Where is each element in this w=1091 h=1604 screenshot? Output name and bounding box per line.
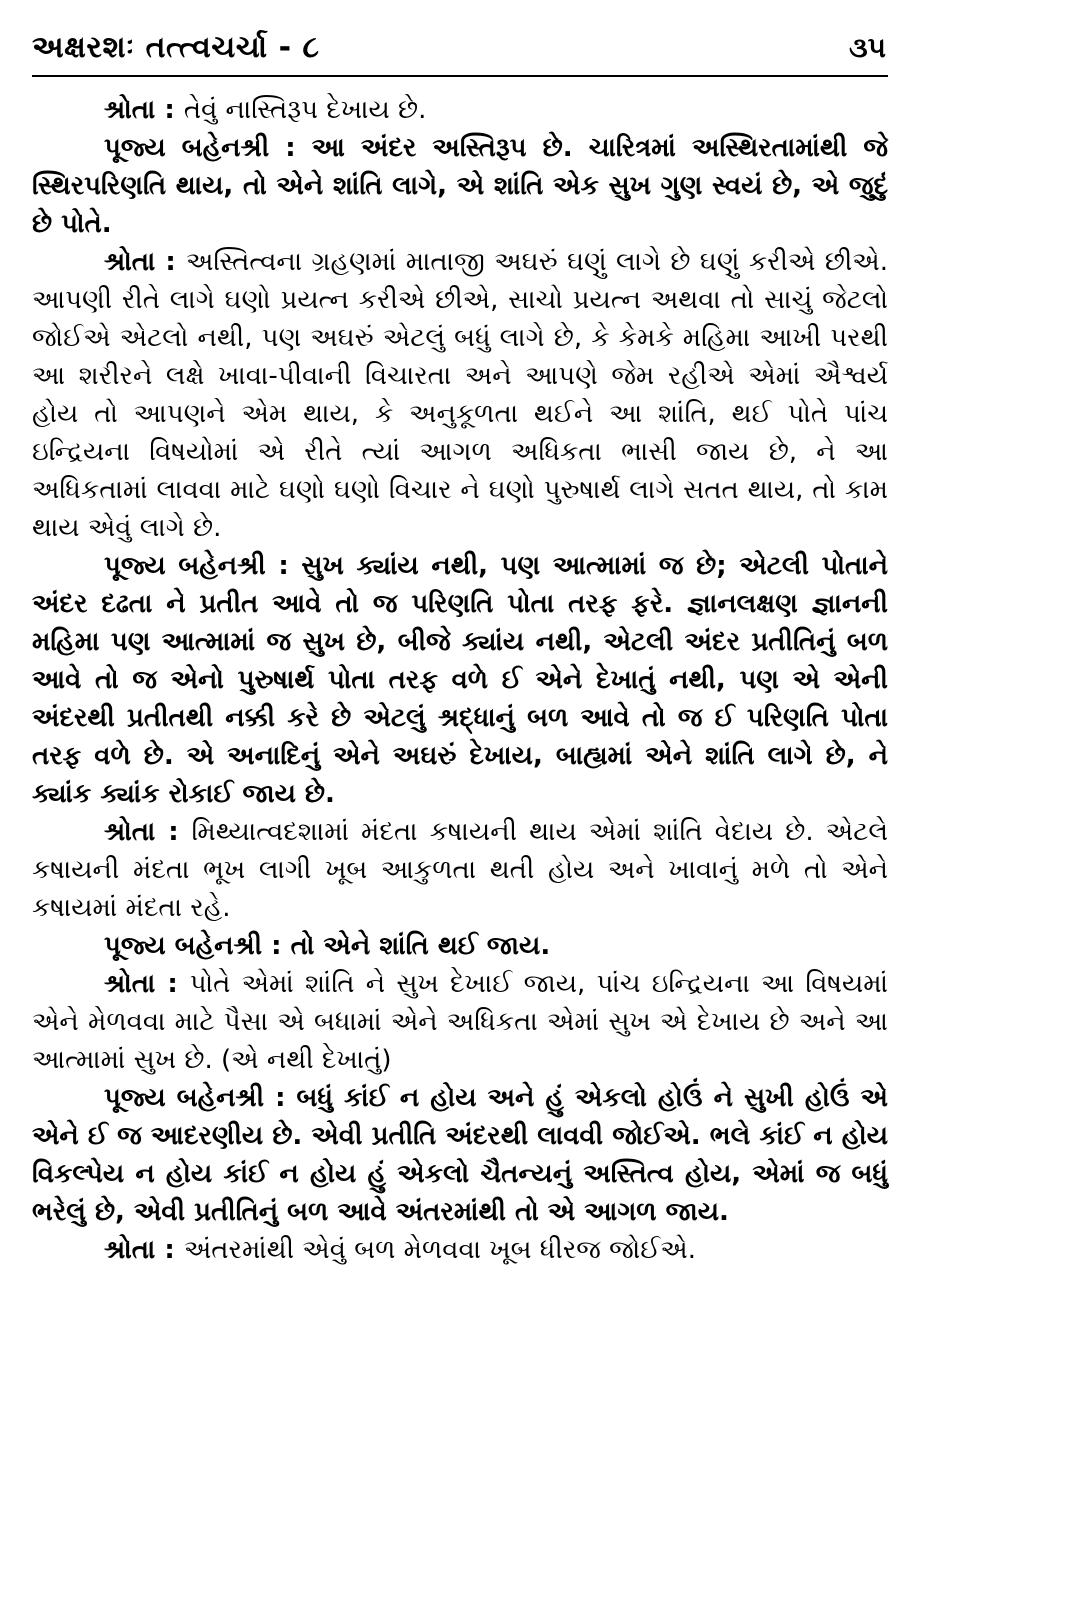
speaker-separator: : — [155, 1235, 184, 1265]
dialogue-paragraph-6 — [32, 927, 888, 965]
speaker-separator: : — [265, 551, 302, 581]
dialogue-paragraph-2 — [32, 129, 888, 243]
dialogue-text: બધું કાંઈ ન હોય અને હું એકલો હોઉં ને સુખી હોઉં એ એને ઈ જ આદરણીય છે. એવી પ્રતીતિ અંદરથી લાવવી જોઈએ. ભલે કાંઈ ન હોય વિકલ્પેય ન હોય કાંઈ ન હોય હું એકલો ચૈતન્યનું અસ્તિત્વ હોય, એમાં જ બધું ભરેલું છે, એવી પ્રતીતિનું બળ આવે અંતરમાંથી તો એ આગળ જાય. — [32, 1083, 888, 1227]
dialogue-paragraph-5 — [32, 813, 888, 927]
speaker-separator: : — [155, 95, 184, 125]
speaker-separator: : — [269, 133, 312, 163]
dialogue-paragraph-1 — [32, 91, 888, 129]
speaker-label: શ્રોતા — [104, 247, 156, 277]
dialogue-text: સુખ ક્યાંય નથી, પણ આત્મામાં જ છે; એટલી પોતાને અંદર દઢતા ને પ્રતીત આવે તો જ પરિણતિ પોતા તરફ ફરે. જ્ઞાનલક્ષણ જ્ઞાનની મહિમા પણ આત્મામાં જ સુખ છે, બીજે ક્યાંય નથી, એટલી અંદર પ્રતીતિનું બળ આવે તો જ એનો પુરુષાર્થ પોતા તરફ વળે ઈ એને દેખાતું નથી, પણ એ એની અંદરથી પ્રતીતથી નક્કી કરે છે એટલું શ્રદ્ધાનું બળ આવે તો જ ઈ પરિણતિ પોતા તરફ વળે છે. એ અનાદિનું એને અઘરું દેખાય, બાહ્યમાં એને શાંતિ લાગે છે, ને ક્યાંક ક્યાંક રોકાઈ જાય છે. — [32, 551, 888, 809]
speaker-label: શ્રોતા — [104, 817, 156, 847]
speaker-label: શ્રોતા — [104, 1235, 156, 1265]
dialogue-text: મિથ્યાત્વદશામાં મંદતા કષાયની થાય એમાં શાંતિ વેદાય છે. એટલે કષાયની મંદતા ભૂખ લાગી ખૂબ આકુળતા થતી હોય અને ખાવાનું મળે તો એને કષાયમાં મંદતા રહે. — [32, 817, 888, 923]
dialogue-text: તેવું નાસ્તિરૂપ દેખાય છે. — [183, 95, 427, 125]
speaker-label: પૂજ્ય બહેનશ્રી — [104, 931, 263, 961]
speaker-separator: : — [155, 817, 192, 847]
dialogue-text: અસ્તિત્વના ગ્રહણમાં માતાજી અઘરું ઘણું લાગે છે ઘણું કરીએ છીએ. આપણી રીતે લાગે ઘણો પ્રયત્ન કરીએ છીએ, સાચો પ્રયત્ન અથવા તો સાચું જેટલો જોઈએ એટલો નથી, પણ અઘરું એટલું બધું લાગે છે, કે કેમકે મહિમા આખી પરથી આ શરીરને લક્ષે ખાવા-પીવાની વિચારતા અને આપણે જેમ રહીએ એમાં ઐશ્વર્ય હોય તો આપણને એમ થાય, કે અનુકૂળતા થઈને આ શાંતિ, થઈ પોતે પાંચ ઇન્દ્રિયના વિષયોમાં એ રીતે ત્યાં આગળ અધિકતા ભાસી જાય છે, ને આ અધિકતામાં લાવવા માટે ઘણો ઘણો વિચાર ને ઘણો પુરુષાર્થ લાગે સતત થાય, તો કામ થાય એવું લાગે છે. — [32, 247, 888, 543]
header-divider — [32, 75, 888, 77]
book-title: અક્ષરશઃ તત્ત્વચર્ચા - ૮ — [32, 30, 320, 65]
page-header — [32, 30, 888, 65]
speaker-label: શ્રોતા — [104, 95, 156, 125]
page-number: ૩૫ — [848, 31, 886, 64]
dialogue-paragraph-8 — [32, 1079, 888, 1231]
dialogue-text: તો એને શાંતિ થઈ જાય. — [290, 931, 551, 961]
dialogue-text: પોતે એમાં શાંતિ ને સુખ દેખાઈ જાય, પાંચ ઇન્દ્રિયના આ વિષયમાં એને મેળવવા માટે પૈસા એ બધામાં એને અધિકતા એમાં સુખ એ દેખાય છે અને આ આત્મામાં સુખ છે. (એ નથી દેખાતું) — [32, 969, 888, 1075]
dialogue-paragraph-9 — [32, 1231, 888, 1269]
dialogue-paragraph-7 — [32, 965, 888, 1079]
speaker-label: પૂજ્ય બહેનશ્રી — [104, 551, 266, 581]
dialogue-body — [32, 91, 888, 1269]
dialogue-text: આ અંદર અસ્તિરૂપ છે. ચારિત્રમાં અસ્થિરતામાંથી જે સ્થિરપરિણતિ થાય, તો એને શાંતિ લાગે, એ શાંતિ એક સુખ ગુણ સ્વયં છે, એ જુદું છે પોતે. — [32, 133, 888, 239]
speaker-label: પૂજ્ય બહેનશ્રી — [104, 133, 270, 163]
speaker-separator: : — [155, 247, 186, 277]
speaker-separator: : — [155, 969, 190, 999]
speaker-label: શ્રોતા — [104, 969, 156, 999]
dialogue-paragraph-4 — [32, 547, 888, 813]
dialogue-text: અંતરમાંથી એવું બળ મેળવવા ખૂબ ધીરજ જોઈએ. — [183, 1235, 697, 1265]
speaker-separator: : — [262, 931, 291, 961]
speaker-label: પૂજ્ય બહેનશ્રી — [104, 1083, 265, 1113]
speaker-separator: : — [264, 1083, 297, 1113]
dialogue-paragraph-3 — [32, 243, 888, 547]
